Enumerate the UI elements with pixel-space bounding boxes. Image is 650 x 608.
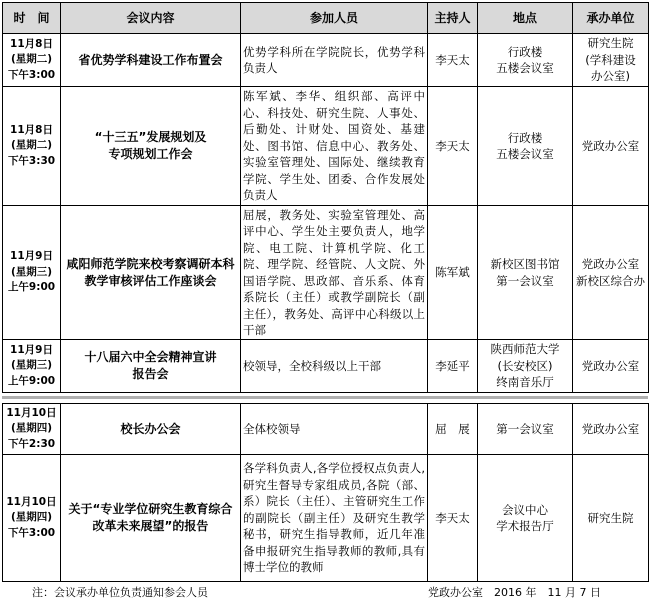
location-cell-text: 行政楼 <box>507 130 543 145</box>
time-weekday: (星期四) <box>10 422 53 435</box>
location-cell-text: 五楼会议室 <box>496 61 554 75</box>
location-cell-text: 终南音乐厅 <box>496 375 554 390</box>
host-cell-text: 屈 展 <box>435 421 470 436</box>
time-cell <box>3 87 61 206</box>
location-cell-text: 会议中心 <box>502 502 548 517</box>
organizer-cell-text: 研究生院 <box>587 510 634 525</box>
host-cell-text: 陈军斌 <box>435 265 470 280</box>
meeting-cell-text: 十八届六中全会精神宣讲 <box>84 350 217 364</box>
schedule-body <box>3 34 649 393</box>
host-cell <box>428 404 478 455</box>
time-weekday: (星期四) <box>10 511 53 524</box>
time-weekday: (星期三) <box>10 359 53 372</box>
organizer-cell <box>573 34 649 87</box>
organizer-cell-text: 研究生院 <box>587 36 634 51</box>
meeting-cell-text: 专项规划工作会 <box>108 147 193 161</box>
time-cell <box>3 340 61 393</box>
time-cell <box>3 34 61 87</box>
organizer-cell-text: 党政办公室 <box>581 421 640 436</box>
location-cell <box>478 404 573 455</box>
organizer-cell-text: 新校区综合办 <box>576 273 645 288</box>
host-cell <box>428 340 478 393</box>
attendees-cell <box>241 34 428 87</box>
location-cell-text: (长安校区) <box>497 358 553 373</box>
table-row <box>3 455 649 582</box>
time-cell <box>3 455 61 582</box>
organizer-cell <box>573 206 649 340</box>
organizer-cell <box>573 404 649 455</box>
organizer-cell-text: 办公室) <box>591 69 630 84</box>
time-weekday: (星期二) <box>10 53 53 66</box>
time-weekday: (星期三) <box>10 265 53 278</box>
location-cell <box>478 455 573 582</box>
meeting-cell-text: 关于“专业学位研究生教育综合改革未来展望”的报告 <box>68 502 233 533</box>
organizer-cell-text: 党政办公室 <box>581 257 640 271</box>
time-date: 11月10日 <box>6 406 57 419</box>
attendees-cell-text: 各学科负责人,各学位授权点负责人,研究生督导专家组成员,各院（部、系）院长（主任）、主管研究生工作的副院长（副主任）及研究生教学秘书，研究生指导教师，近几年准备申报研究生指导教师的教师,具有博士学位的教师 <box>243 461 425 575</box>
time-date: 11月8日 <box>10 123 53 136</box>
attendees-cell-text: 校领导，全校科级以上干部 <box>243 358 381 373</box>
host-cell <box>428 34 478 87</box>
time-date: 11月9日 <box>10 343 53 356</box>
time-cell <box>3 404 61 455</box>
host-cell-text: 李天太 <box>435 138 470 153</box>
time-cell <box>3 206 61 340</box>
header-attendees: 参加人员 <box>241 3 428 34</box>
meeting-cell <box>61 455 241 582</box>
organizer-cell <box>573 340 649 393</box>
location-cell-text: 行政楼 <box>507 44 543 59</box>
time-clock: 上午9:00 <box>7 374 56 387</box>
attendees-cell <box>241 87 428 206</box>
attendees-cell-text: 陈军斌、李华、组织部、高评中心、科技处、研究生院、人事处、后勤处、计财处、国资处、基建处、图书馆、信息中心、教务处、实验室管理处、国际处、继续教育学院、学生处、团委、合作发展处负责人 <box>243 89 425 203</box>
table-row <box>3 34 649 87</box>
attendees-cell <box>241 404 428 455</box>
location-cell-text: 学术报告厅 <box>496 519 554 533</box>
attendees-cell <box>241 455 428 582</box>
time-clock: 下午3:30 <box>7 154 56 167</box>
header-host: 主持人 <box>428 3 478 34</box>
time-clock: 下午2:30 <box>7 437 56 450</box>
header-time: 时 间 <box>3 3 61 34</box>
host-cell-text: 李天太 <box>435 52 470 67</box>
header-location: 地点 <box>478 3 573 34</box>
table-row <box>3 87 649 206</box>
organizer-cell-text: 党政办公室 <box>581 358 640 373</box>
host-cell <box>428 87 478 206</box>
meeting-cell-text: “十三五”发展规划及 <box>94 130 207 144</box>
host-cell <box>428 206 478 340</box>
location-cell-text: 新校区图书馆 <box>490 257 560 271</box>
table-row <box>3 206 649 340</box>
schedule-table <box>2 2 649 393</box>
meeting-cell <box>61 87 241 206</box>
time-date: 11月10日 <box>6 495 57 508</box>
schedule-body-continued <box>3 404 649 582</box>
organizer-cell-text: 党政办公室 <box>581 138 640 153</box>
organizer-cell <box>573 455 649 582</box>
location-cell-text: 五楼会议室 <box>496 147 554 161</box>
header-organizer: 承办单位 <box>573 3 649 34</box>
header-row <box>3 3 649 34</box>
meeting-cell <box>61 340 241 393</box>
host-cell-text: 李天太 <box>435 510 470 525</box>
meeting-cell-text: 报告会 <box>132 367 169 381</box>
meeting-cell-text: 省优势学科建设工作布置会 <box>78 52 223 67</box>
footer-note: 注：会议承办单位负责通知参会人员 <box>32 586 208 599</box>
meeting-cell <box>61 206 241 340</box>
location-cell-text: 陕西师范大学 <box>490 342 560 357</box>
meeting-cell <box>61 404 241 455</box>
time-clock: 下午3:00 <box>7 68 56 81</box>
location-cell <box>478 87 573 206</box>
location-cell <box>478 340 573 393</box>
schedule-table-continued <box>2 403 649 582</box>
time-weekday: (星期二) <box>10 139 53 152</box>
time-date: 11月8日 <box>10 37 53 50</box>
attendees-cell <box>241 340 428 393</box>
meeting-cell <box>61 34 241 87</box>
attendees-cell-text: 全体校领导 <box>243 421 301 436</box>
attendees-cell <box>241 206 428 340</box>
location-cell-text: 第一会议室 <box>496 421 554 436</box>
time-clock: 下午3:00 <box>7 526 56 539</box>
host-cell <box>428 455 478 582</box>
table-row <box>3 404 649 455</box>
attendees-cell-text: 优势学科所在学院院长，优势学科负责人 <box>243 44 425 75</box>
attendees-cell-text: 屈展，教务处、实验室管理处、高评中心、学生处主要负责人，地学院、电工院、计算机学院、化工院、理学院、经管院、人文院、外国语学院、思政部、音乐系、体育系院长（主任）或教学副院长（副主任），教务处、高评中心科级以上干部 <box>243 207 425 337</box>
header-meeting: 会议内容 <box>61 3 241 34</box>
host-cell-text: 李延平 <box>435 358 470 373</box>
time-date: 11月9日 <box>10 250 53 263</box>
location-cell <box>478 34 573 87</box>
organizer-cell-text: (学科建设 <box>585 52 636 67</box>
meeting-cell-text: 校长办公会 <box>120 421 181 436</box>
footer-issuer-date: 党政办公室 2016 年 11 月 7 日 <box>428 586 601 599</box>
section-divider <box>2 396 648 399</box>
meeting-cell-text: 咸阳师范学院来校考察调研本科教学审核评估工作座谈会 <box>66 256 235 288</box>
location-cell <box>478 206 573 340</box>
location-cell-text: 第一会议室 <box>496 273 554 288</box>
time-clock: 上午9:00 <box>7 281 56 294</box>
organizer-cell <box>573 87 649 206</box>
table-row <box>3 340 649 393</box>
